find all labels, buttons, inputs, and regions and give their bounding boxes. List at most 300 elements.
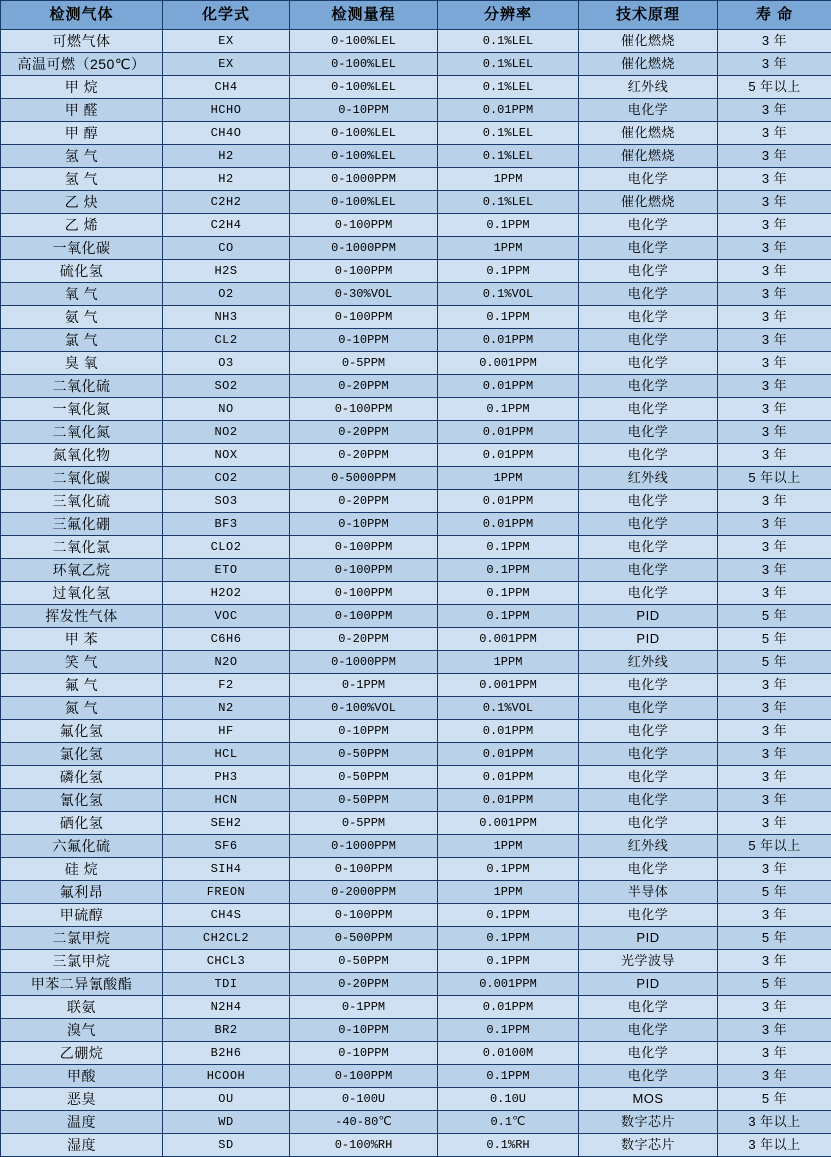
cell-resolution: 0.10U [438,1088,579,1111]
cell-principle: 电化学 [579,398,718,421]
cell-lifetime: 3 年 [718,421,831,444]
cell-formula: CO2 [163,467,290,490]
cell-formula: VOC [163,605,290,628]
cell-range: 0-100%LEL [290,145,438,168]
cell-gas: 二氧化硫 [1,375,163,398]
cell-lifetime: 3 年 [718,674,831,697]
cell-gas: 磷化氢 [1,766,163,789]
table-row [1,881,831,904]
cell-range: 0-2000PPM [290,881,438,904]
cell-gas: 氟利昂 [1,881,163,904]
cell-range: 0-100PPM [290,260,438,283]
cell-lifetime: 3 年 [718,766,831,789]
cell-lifetime: 5 年 [718,881,831,904]
cell-gas: 二氧化氯 [1,536,163,559]
cell-formula: HCL [163,743,290,766]
cell-principle: 催化燃烧 [579,53,718,76]
cell-lifetime: 5 年 [718,628,831,651]
table-row [1,352,831,375]
cell-gas: 甲 苯 [1,628,163,651]
column-header-principle: 技术原理 [579,1,718,30]
cell-gas: 甲硫醇 [1,904,163,927]
table-row [1,927,831,950]
cell-lifetime: 3 年 [718,260,831,283]
table-row [1,720,831,743]
cell-principle: 红外线 [579,76,718,99]
cell-formula: OU [163,1088,290,1111]
column-header-gas: 检测气体 [1,1,163,30]
cell-principle: 电化学 [579,237,718,260]
cell-formula: WD [163,1111,290,1134]
cell-lifetime: 3 年 [718,743,831,766]
cell-lifetime: 3 年 [718,122,831,145]
table-row [1,30,831,53]
cell-principle: 电化学 [579,582,718,605]
table-header-row [1,1,831,30]
cell-principle: 电化学 [579,260,718,283]
cell-range: 0-100%RH [290,1134,438,1157]
cell-formula: CL2 [163,329,290,352]
cell-principle: 催化燃烧 [579,122,718,145]
cell-lifetime: 3 年 [718,1065,831,1088]
cell-lifetime: 3 年 [718,352,831,375]
cell-gas: 氮氧化物 [1,444,163,467]
cell-formula: CHCL3 [163,950,290,973]
cell-formula: B2H6 [163,1042,290,1065]
cell-range: 0-100PPM [290,1065,438,1088]
cell-gas: 氨 气 [1,306,163,329]
cell-gas: 乙 炔 [1,191,163,214]
cell-formula: SO2 [163,375,290,398]
cell-resolution: 0.01PPM [438,421,579,444]
cell-principle: 电化学 [579,1042,718,1065]
cell-formula: BR2 [163,1019,290,1042]
cell-gas: 氰化氢 [1,789,163,812]
cell-lifetime: 3 年 [718,559,831,582]
cell-formula: PH3 [163,766,290,789]
cell-principle: 半导体 [579,881,718,904]
cell-range: 0-10PPM [290,720,438,743]
cell-formula: H2O2 [163,582,290,605]
cell-resolution: 0.01PPM [438,375,579,398]
cell-range: 0-100%LEL [290,191,438,214]
table-header [1,1,831,30]
cell-formula: SIH4 [163,858,290,881]
cell-gas: 氢 气 [1,168,163,191]
cell-resolution: 0.1PPM [438,260,579,283]
cell-resolution: 0.1%LEL [438,76,579,99]
table-row [1,467,831,490]
cell-lifetime: 3 年 [718,53,831,76]
cell-formula: CH2CL2 [163,927,290,950]
table-row [1,743,831,766]
table-row [1,1111,831,1134]
cell-resolution: 0.1%LEL [438,30,579,53]
cell-lifetime: 3 年 [718,191,831,214]
cell-range: 0-20PPM [290,375,438,398]
cell-gas: 乙硼烷 [1,1042,163,1065]
cell-formula: NO [163,398,290,421]
cell-gas: 硅 烷 [1,858,163,881]
cell-formula: CH4O [163,122,290,145]
cell-formula: NO2 [163,421,290,444]
cell-lifetime: 3 年 [718,904,831,927]
cell-range: 0-100PPM [290,605,438,628]
cell-formula: CO [163,237,290,260]
table-row [1,168,831,191]
cell-lifetime: 3 年 [718,375,831,398]
cell-formula: C2H4 [163,214,290,237]
cell-resolution: 0.01PPM [438,743,579,766]
cell-resolution: 0.01PPM [438,490,579,513]
cell-resolution: 0.1PPM [438,605,579,628]
cell-formula: BF3 [163,513,290,536]
cell-gas: 三氟化硼 [1,513,163,536]
cell-lifetime: 3 年 [718,306,831,329]
cell-formula: C2H2 [163,191,290,214]
cell-gas: 挥发性气体 [1,605,163,628]
cell-formula: H2 [163,145,290,168]
table-row [1,904,831,927]
cell-gas: 可燃气体 [1,30,163,53]
cell-gas: 二氯甲烷 [1,927,163,950]
cell-gas: 氯 气 [1,329,163,352]
cell-range: 0-10PPM [290,1042,438,1065]
cell-gas: 乙 烯 [1,214,163,237]
cell-principle: 数字芯片 [579,1111,718,1134]
cell-range: 0-1000PPM [290,835,438,858]
cell-formula: SF6 [163,835,290,858]
table-row [1,329,831,352]
cell-range: 0-100%LEL [290,76,438,99]
cell-formula: SD [163,1134,290,1157]
cell-formula: N2 [163,697,290,720]
cell-lifetime: 5 年 [718,651,831,674]
table-row [1,490,831,513]
cell-range: 0-100%LEL [290,53,438,76]
cell-lifetime: 3 年 [718,283,831,306]
cell-resolution: 1PPM [438,467,579,490]
cell-principle: 催化燃烧 [579,145,718,168]
cell-resolution: 0.1%VOL [438,283,579,306]
cell-range: 0-1PPM [290,674,438,697]
cell-gas: 甲 醇 [1,122,163,145]
cell-resolution: 0.1%VOL [438,697,579,720]
table-row [1,789,831,812]
cell-gas: 六氟化硫 [1,835,163,858]
cell-principle: 电化学 [579,1065,718,1088]
cell-range: 0-100PPM [290,559,438,582]
cell-range: 0-5PPM [290,352,438,375]
cell-formula: HF [163,720,290,743]
table-row [1,697,831,720]
table-row [1,237,831,260]
cell-resolution: 0.1PPM [438,306,579,329]
cell-range: 0-20PPM [290,421,438,444]
table-row [1,973,831,996]
cell-principle: 电化学 [579,306,718,329]
cell-lifetime: 3 年 [718,30,831,53]
cell-principle: 电化学 [579,697,718,720]
cell-formula: SEH2 [163,812,290,835]
cell-gas: 硫化氢 [1,260,163,283]
cell-range: 0-50PPM [290,743,438,766]
cell-formula: C6H6 [163,628,290,651]
cell-principle: 电化学 [579,766,718,789]
cell-resolution: 0.1%LEL [438,53,579,76]
cell-principle: 电化学 [579,1019,718,1042]
cell-range: 0-1000PPM [290,651,438,674]
table-row [1,605,831,628]
cell-principle: 光学波导 [579,950,718,973]
cell-range: 0-100PPM [290,536,438,559]
cell-lifetime: 3 年 [718,168,831,191]
cell-resolution: 0.1PPM [438,1065,579,1088]
cell-resolution: 0.1PPM [438,398,579,421]
cell-resolution: 0.1PPM [438,214,579,237]
cell-gas: 甲苯二异氰酸酯 [1,973,163,996]
cell-gas: 一氧化氮 [1,398,163,421]
cell-lifetime: 3 年 [718,950,831,973]
table-row [1,145,831,168]
cell-principle: 红外线 [579,651,718,674]
cell-resolution: 0.1PPM [438,536,579,559]
table-row [1,582,831,605]
cell-resolution: 0.1%LEL [438,122,579,145]
cell-resolution: 1PPM [438,237,579,260]
table-row [1,444,831,467]
cell-range: 0-30%VOL [290,283,438,306]
cell-formula: HCOOH [163,1065,290,1088]
table-row [1,122,831,145]
cell-resolution: 0.001PPM [438,973,579,996]
cell-principle: 电化学 [579,674,718,697]
cell-lifetime: 5 年 [718,1088,831,1111]
cell-resolution: 0.001PPM [438,628,579,651]
cell-range: 0-100PPM [290,858,438,881]
cell-formula: CLO2 [163,536,290,559]
cell-resolution: 0.1PPM [438,1019,579,1042]
cell-principle: 电化学 [579,996,718,1019]
cell-resolution: 0.01PPM [438,996,579,1019]
cell-principle: 红外线 [579,835,718,858]
cell-gas: 湿度 [1,1134,163,1157]
cell-lifetime: 3 年 [718,329,831,352]
cell-lifetime: 5 年以上 [718,76,831,99]
table-row [1,306,831,329]
cell-range: 0-500PPM [290,927,438,950]
cell-range: 0-10PPM [290,513,438,536]
cell-gas: 三氧化硫 [1,490,163,513]
cell-resolution: 0.01PPM [438,789,579,812]
cell-range: 0-50PPM [290,766,438,789]
cell-formula: O2 [163,283,290,306]
cell-formula: H2 [163,168,290,191]
cell-range: 0-50PPM [290,789,438,812]
cell-range: 0-10PPM [290,99,438,122]
cell-gas: 氢 气 [1,145,163,168]
cell-formula: FREON [163,881,290,904]
cell-gas: 氯化氢 [1,743,163,766]
cell-resolution: 0.01PPM [438,99,579,122]
cell-principle: 电化学 [579,490,718,513]
cell-gas: 溴气 [1,1019,163,1042]
cell-range: 0-1000PPM [290,237,438,260]
cell-principle: 红外线 [579,467,718,490]
cell-gas: 臭 氧 [1,352,163,375]
cell-principle: PID [579,973,718,996]
cell-principle: 电化学 [579,904,718,927]
cell-gas: 三氯甲烷 [1,950,163,973]
cell-principle: 催化燃烧 [579,191,718,214]
cell-range: 0-5PPM [290,812,438,835]
table-row [1,76,831,99]
table-row [1,996,831,1019]
cell-principle: PID [579,628,718,651]
cell-lifetime: 3 年 [718,99,831,122]
cell-formula: ETO [163,559,290,582]
cell-resolution: 0.001PPM [438,674,579,697]
cell-principle: 催化燃烧 [579,30,718,53]
cell-lifetime: 3 年以上 [718,1134,831,1157]
cell-range: 0-100%LEL [290,122,438,145]
cell-gas: 硒化氢 [1,812,163,835]
cell-lifetime: 3 年 [718,812,831,835]
table-row [1,191,831,214]
cell-principle: 电化学 [579,283,718,306]
cell-gas: 二氧化碳 [1,467,163,490]
cell-lifetime: 3 年 [718,490,831,513]
cell-principle: 电化学 [579,329,718,352]
column-header-resolution: 分辨率 [438,1,579,30]
table-row [1,858,831,881]
cell-resolution: 0.1PPM [438,950,579,973]
cell-principle: 电化学 [579,789,718,812]
column-header-lifetime: 寿 命 [718,1,831,30]
table-row [1,375,831,398]
cell-resolution: 0.01PPM [438,766,579,789]
cell-lifetime: 5 年 [718,927,831,950]
cell-lifetime: 5 年 [718,973,831,996]
cell-lifetime: 3 年 [718,513,831,536]
cell-range: 0-100PPM [290,214,438,237]
cell-resolution: 0.1PPM [438,927,579,950]
cell-formula: SO3 [163,490,290,513]
cell-gas: 甲 醛 [1,99,163,122]
cell-formula: N2H4 [163,996,290,1019]
cell-resolution: 1PPM [438,168,579,191]
cell-resolution: 0.1℃ [438,1111,579,1134]
cell-formula: O3 [163,352,290,375]
cell-range: -40-80℃ [290,1111,438,1134]
cell-range: 0-50PPM [290,950,438,973]
cell-lifetime: 3 年 [718,1019,831,1042]
cell-resolution: 0.1PPM [438,858,579,881]
cell-range: 0-100%VOL [290,697,438,720]
cell-resolution: 0.1%LEL [438,145,579,168]
cell-gas: 温度 [1,1111,163,1134]
cell-lifetime: 3 年 [718,697,831,720]
cell-resolution: 0.01PPM [438,720,579,743]
table-row [1,950,831,973]
cell-resolution: 0.1%LEL [438,191,579,214]
cell-range: 0-20PPM [290,444,438,467]
table-row [1,651,831,674]
cell-gas: 甲酸 [1,1065,163,1088]
cell-lifetime: 3 年 [718,582,831,605]
table-row [1,1088,831,1111]
cell-range: 0-20PPM [290,973,438,996]
cell-lifetime: 3 年 [718,145,831,168]
cell-range: 0-100PPM [290,904,438,927]
cell-gas: 高温可燃（250℃） [1,53,163,76]
cell-formula: F2 [163,674,290,697]
cell-resolution: 0.001PPM [438,352,579,375]
cell-principle: 电化学 [579,743,718,766]
cell-gas: 一氧化碳 [1,237,163,260]
cell-range: 0-100PPM [290,398,438,421]
table-row [1,1065,831,1088]
cell-principle: 数字芯片 [579,1134,718,1157]
table-row [1,1134,831,1157]
cell-formula: HCN [163,789,290,812]
cell-range: 0-10PPM [290,1019,438,1042]
cell-principle: MOS [579,1088,718,1111]
cell-gas: 氟 气 [1,674,163,697]
cell-formula: N2O [163,651,290,674]
cell-gas: 氟化氢 [1,720,163,743]
cell-range: 0-100%LEL [290,30,438,53]
cell-range: 0-1000PPM [290,168,438,191]
cell-range: 0-10PPM [290,329,438,352]
cell-range: 0-5000PPM [290,467,438,490]
cell-principle: 电化学 [579,444,718,467]
cell-gas: 氮 气 [1,697,163,720]
cell-gas: 环氧乙烷 [1,559,163,582]
cell-range: 0-1PPM [290,996,438,1019]
cell-lifetime: 3 年 [718,858,831,881]
cell-lifetime: 5 年以上 [718,835,831,858]
cell-resolution: 0.01PPM [438,329,579,352]
cell-lifetime: 3 年 [718,444,831,467]
cell-formula: HCHO [163,99,290,122]
cell-principle: PID [579,605,718,628]
cell-resolution: 0.001PPM [438,812,579,835]
cell-gas: 联氨 [1,996,163,1019]
table-row [1,628,831,651]
cell-lifetime: 5 年 [718,605,831,628]
cell-resolution: 0.01PPM [438,444,579,467]
table-row [1,283,831,306]
cell-lifetime: 5 年以上 [718,467,831,490]
cell-formula: EX [163,53,290,76]
table-row [1,421,831,444]
cell-resolution: 0.1PPM [438,582,579,605]
cell-principle: PID [579,927,718,950]
table-row [1,812,831,835]
cell-formula: EX [163,30,290,53]
table-body [1,30,831,1157]
cell-lifetime: 3 年 [718,214,831,237]
cell-gas: 氧 气 [1,283,163,306]
cell-formula: CH4S [163,904,290,927]
table-row [1,53,831,76]
cell-formula: TDI [163,973,290,996]
cell-lifetime: 3 年 [718,536,831,559]
cell-lifetime: 3 年 [718,996,831,1019]
cell-resolution: 1PPM [438,835,579,858]
cell-gas: 甲 烷 [1,76,163,99]
